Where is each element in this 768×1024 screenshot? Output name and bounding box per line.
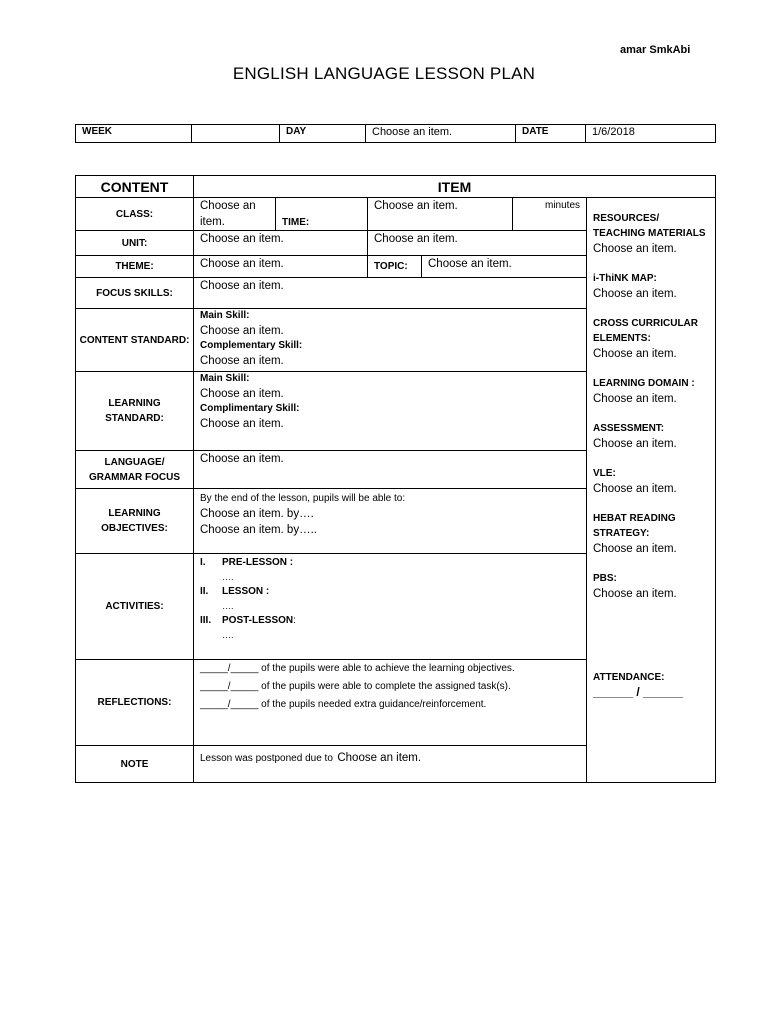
note-label: NOTE [76, 746, 194, 783]
lesson-plan-table [75, 175, 716, 783]
activity-step [200, 614, 580, 628]
focus-skills-dropdown[interactable]: Choose an item. [194, 278, 587, 309]
activities-list [200, 556, 580, 643]
topic-dropdown[interactable]: Choose an item. [422, 256, 587, 278]
content-header: CONTENT [76, 176, 194, 198]
vle-label: VLE: [593, 468, 616, 479]
header-table [75, 124, 716, 143]
cce-dropdown[interactable]: Choose an item. [593, 348, 677, 360]
resources-label: RESOURCES/ TEACHING MATERIALS [593, 213, 706, 239]
reflection-line[interactable]: _____/_____ of the pupils needed extra guidance/reinforcement. [200, 699, 487, 710]
step-name: LESSON : [222, 586, 270, 597]
focus-skills-label: FOCUS SKILLS: [76, 278, 194, 309]
pbs-dropdown[interactable]: Choose an item. [593, 588, 677, 600]
cs-comp-label: Complementary Skill: [200, 340, 303, 351]
ls-main-dropdown[interactable]: Choose an item. [200, 388, 284, 400]
theme-label: THEME: [76, 256, 194, 278]
grammar-focus-label: LANGUAGE/ GRAMMAR FOCUS [76, 451, 194, 489]
unit-label: UNIT: [76, 231, 194, 256]
day-label: DAY [280, 125, 366, 143]
minutes-label: minutes [513, 198, 587, 231]
step-name: PRE-LESSON : [222, 557, 294, 568]
cce-label: CROSS CURRICULAR ELEMENTS: [593, 318, 698, 344]
day-dropdown[interactable]: Choose an item. [366, 125, 516, 143]
objective-item-1[interactable]: Choose an item. by…. [200, 508, 314, 520]
step-detail[interactable]: …. [222, 572, 234, 582]
domain-label: LEARNING DOMAIN : [593, 378, 695, 389]
time-label: TIME: [276, 198, 368, 231]
step-name: POST-LESSON [222, 615, 294, 626]
cs-main-label: Main Skill: [200, 310, 250, 321]
item-header: ITEM [194, 176, 716, 198]
reflections-cell [194, 660, 587, 746]
pbs-label: PBS: [593, 573, 617, 584]
ls-main-label: Main Skill: [200, 373, 250, 384]
ithink-label: i-ThiNK MAP: [593, 273, 657, 284]
document-title: ENGLISH LANGUAGE LESSON PLAN [232, 64, 536, 83]
sidebar-panel [587, 198, 716, 783]
note-cell [194, 746, 587, 783]
hebat-label: HEBAT READING STRATEGY: [593, 513, 676, 539]
unit-dropdown[interactable]: Choose an item. [194, 231, 368, 256]
author-name: amar SmkAbi [620, 44, 691, 56]
ithink-dropdown[interactable]: Choose an item. [593, 288, 677, 300]
activities-label: ACTIVITIES: [76, 554, 194, 660]
activity-step [200, 556, 580, 570]
ls-comp-dropdown[interactable]: Choose an item. [200, 418, 284, 430]
reflection-line[interactable]: _____/_____ of the pupils were able to complete the assigned task(s). [200, 681, 511, 692]
time-dropdown[interactable]: Choose an item. [368, 198, 513, 231]
objectives-cell [194, 489, 587, 554]
note-prefix: Lesson was postponed due to [200, 753, 333, 764]
reflection-line[interactable]: _____/_____ of the pupils were able to achieve the learning objectives. [200, 663, 515, 674]
attendance-label: ATTENDANCE: [593, 672, 665, 683]
hebat-dropdown[interactable]: Choose an item. [593, 543, 677, 555]
cs-main-dropdown[interactable]: Choose an item. [200, 325, 284, 337]
step-detail[interactable]: …. [222, 630, 234, 640]
vle-dropdown[interactable]: Choose an item. [593, 483, 677, 495]
content-standard-cell [194, 309, 587, 372]
theme-dropdown[interactable]: Choose an item. [194, 256, 368, 278]
objectives-label: LEARNING OBJECTIVES: [76, 489, 194, 554]
resources-dropdown[interactable]: Choose an item. [593, 243, 677, 255]
step-number: III. [200, 615, 212, 626]
activities-cell [194, 554, 587, 660]
reflections-label: REFLECTIONS: [76, 660, 194, 746]
date-label: DATE [516, 125, 586, 143]
grammar-focus-dropdown[interactable]: Choose an item. [194, 451, 587, 489]
topic-label: TOPIC: [368, 256, 422, 278]
cs-comp-dropdown[interactable]: Choose an item. [200, 355, 284, 367]
week-value[interactable] [192, 125, 280, 143]
unit-dropdown-2[interactable]: Choose an item. [368, 231, 587, 256]
step-suffix: : [293, 615, 296, 626]
activity-step [200, 585, 580, 599]
note-reason-dropdown[interactable]: Choose an item. [337, 752, 422, 764]
objectives-intro: By the end of the lesson, pupils will be able to: [200, 493, 406, 504]
learning-standard-cell [194, 372, 587, 451]
assessment-label: ASSESSMENT: [593, 423, 665, 434]
week-label: WEEK [76, 125, 192, 143]
assessment-dropdown[interactable]: Choose an item. [593, 438, 677, 450]
ls-comp-label: Complimentary Skill: [200, 403, 300, 414]
content-standard-label: CONTENT STANDARD: [76, 309, 194, 372]
date-value[interactable]: 1/6/2018 [586, 125, 716, 143]
objective-item-2[interactable]: Choose an item. by….. [200, 524, 317, 536]
step-detail[interactable]: …. [222, 601, 234, 611]
attendance-field[interactable]: ______ / ______ [593, 685, 684, 699]
step-number: II. [200, 586, 209, 597]
step-number: I. [200, 557, 206, 568]
class-label: CLASS: [76, 198, 194, 231]
domain-dropdown[interactable]: Choose an item. [593, 393, 677, 405]
class-dropdown[interactable]: Choose an item. [194, 198, 276, 231]
learning-standard-label: LEARNING STANDARD: [76, 372, 194, 451]
